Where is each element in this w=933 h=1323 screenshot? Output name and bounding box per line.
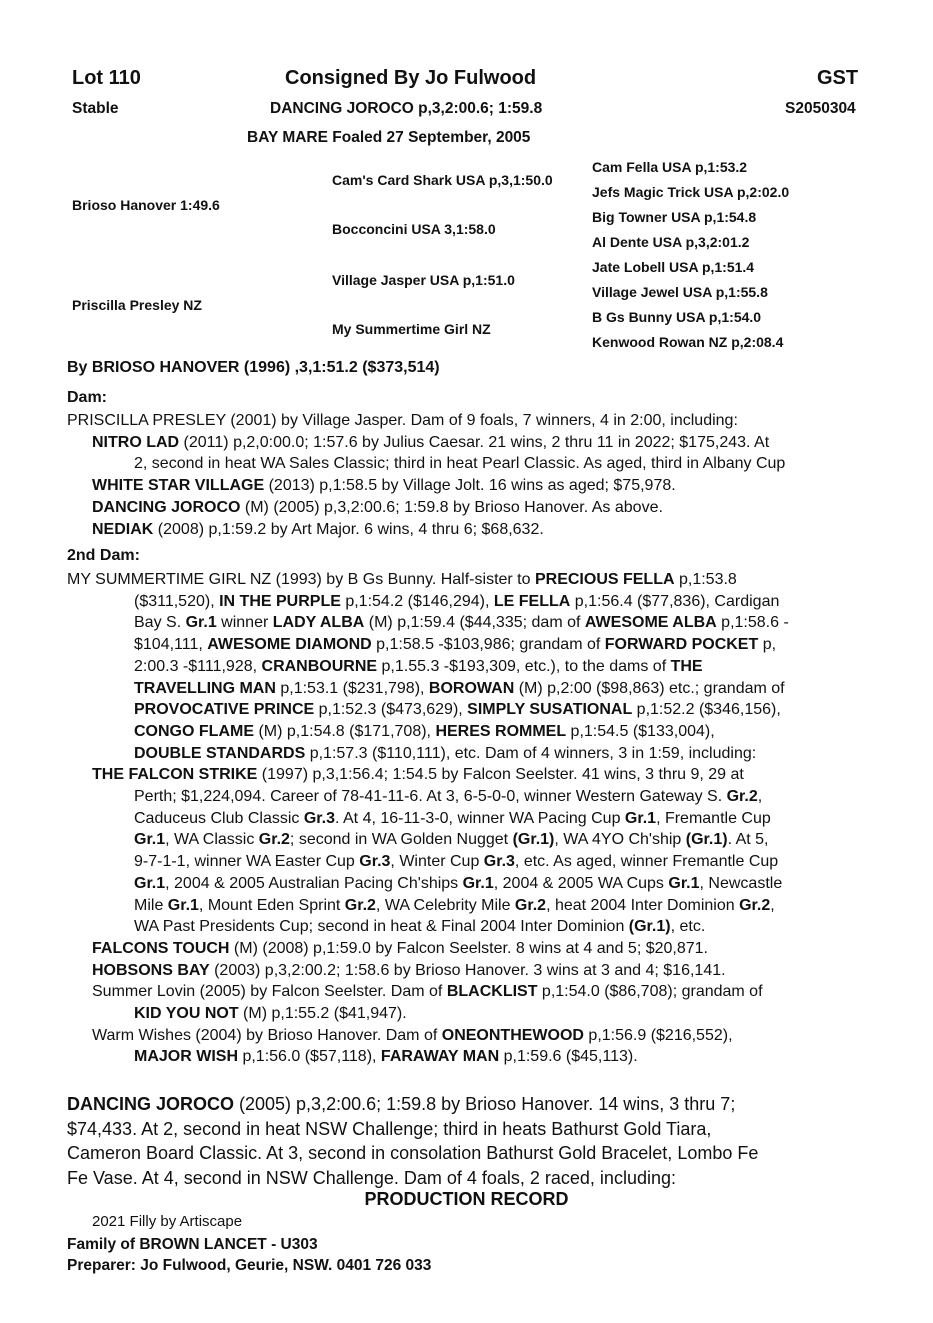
preparer-line: Preparer: Jo Fulwood, Geurie, NSW. 0401 726 033 — [67, 1257, 432, 1274]
progeny-entry-cont: KID YOU NOT (M) p,1:55.2 ($41,947). — [134, 1005, 407, 1023]
pedigree-sire: Brioso Hanover 1:49.6 — [72, 197, 220, 213]
second-dam-line: ($311,520), IN THE PURPLE p,1:54.2 ($146,294), LE FELLA p,1:56.4 ($77,836), Cardigan — [134, 592, 780, 610]
progeny-entry: DANCING JOROCO (M) (2005) p,3,2:00.6; 1:59.8 by Brioso Hanover. As above. — [92, 498, 663, 516]
horse-description: BAY MARE Foaled 27 September, 2005 — [247, 129, 531, 146]
summary-horse-name: DANCING JOROCO — [67, 1094, 235, 1114]
pedigree-gen3-item: Al Dente USA p,3,2:01.2 — [592, 234, 750, 250]
progeny-entry-cont: Caduceus Club Classic Gr.3. At 4, 16-11-3-0, winner WA Pacing Cup Gr.1, Fremantle Cup — [134, 809, 771, 827]
sire-summary: By BRIOSO HANOVER (1996) ,3,1:51.2 ($373,514) — [67, 359, 440, 376]
progeny-entry: Warm Wishes (2004) by Brioso Hanover. Dam of ONEONTHEWOOD p,1:56.9 ($216,552), — [92, 1026, 733, 1044]
progeny-entry-cont: Gr.1, WA Classic Gr.2; second in WA Golden Nugget (Gr.1), WA 4YO Ch'ship (Gr.1). At 5, — [134, 831, 769, 849]
progeny-entry-cont: 2, second in heat WA Sales Classic; third in heat Pearl Classic. As aged, third in Albany Cup — [134, 455, 786, 473]
dam-section — [67, 410, 867, 540]
lot-number: Lot 110 — [72, 67, 141, 89]
pedigree-gen3-item: Jate Lobell USA p,1:51.4 — [592, 259, 755, 275]
second-dam-heading: 2nd Dam: — [67, 547, 140, 564]
production-entry: 2021 Filly by Artiscape — [92, 1213, 243, 1230]
production-record-heading: PRODUCTION RECORD — [364, 1189, 569, 1209]
consignor: Consigned By Jo Fulwood — [285, 67, 537, 89]
pedigree-gen3-item: Jefs Magic Trick USA p,2:02.0 — [592, 184, 790, 200]
second-dam-line: CONGO FLAME (M) p,1:54.8 ($171,708), HERES ROMMEL p,1:54.5 ($133,004), — [134, 722, 715, 740]
progeny-entry: NEDIAK (2008) p,1:59.2 by Art Major. 6 wins, 4 thru 6; $68,632. — [92, 520, 544, 538]
pedigree-gen3-item: B Gs Bunny USA p,1:54.0 — [592, 309, 762, 325]
second-dam-line: DOUBLE STANDARDS p,1:57.3 ($110,111), etc. Dam of 4 winners, 3 in 1:59, including: — [134, 744, 757, 762]
progeny-name: WHITE STAR VILLAGE — [92, 477, 265, 495]
second-dam-line: $104,111, AWESOME DIAMOND p,1:58.5 -$103,986; grandam of FORWARD POCKET p, — [134, 636, 777, 654]
pedigree-sire-sire: Cam's Card Shark USA p,3,1:50.0 — [332, 172, 553, 188]
family-line: Family of BROWN LANCET - U303 — [67, 1236, 318, 1253]
progeny-name: HOBSONS BAY — [92, 961, 210, 979]
progeny-entry-cont: Gr.1, 2004 & 2005 Australian Pacing Ch'ships Gr.1, 2004 & 2005 WA Cups Gr.1, Newcastle — [134, 874, 783, 892]
progeny-entry-cont: 9-7-1-1, winner WA Easter Cup Gr.3, Winter Cup Gr.3, etc. As aged, winner Fremantle Cup — [134, 853, 779, 871]
progeny-entry: FALCONS TOUCH (M) (2008) p,1:59.0 by Falcon Seelster. 8 wins at 4 and 5; $20,871. — [92, 939, 708, 957]
progeny-entry: HOBSONS BAY (2003) p,3,2:00.2; 1:58.6 by Brioso Hanover. 3 wins at 3 and 4; $16,141. — [92, 961, 726, 979]
dam-heading: Dam: — [67, 389, 108, 406]
progeny-entry: Summer Lovin (2005) by Falcon Seelster. Dam of BLACKLIST p,1:54.0 ($86,708); grandam of — [92, 983, 763, 1001]
progeny-entry-cont: Perth; $1,224,094. Career of 78-41-11-6. At 3, 6-5-0-0, winner Western Gateway S. Gr.2, — [134, 788, 763, 806]
gst-label: GST — [817, 67, 859, 89]
horse-title: DANCING JOROCO p,3,2:00.6; 1:59.8 — [270, 100, 543, 117]
pedigree-sire-dam: Bocconcini USA 3,1:58.0 — [332, 221, 496, 237]
second-dam-line: 2:00.3 -$111,928, CRANBOURNE p,1.55.3 -$193,309, etc.), to the dams of THE — [134, 657, 703, 675]
pedigree-gen3-item: Kenwood Rowan NZ p,2:08.4 — [592, 334, 784, 350]
pedigree-gen3-item: Village Jewel USA p,1:55.8 — [592, 284, 768, 300]
progeny-entry-cont: WA Past Presidents Cup; second in heat & Final 2004 Inter Dominion (Gr.1), etc. — [134, 918, 706, 936]
progeny-name: DANCING JOROCO — [92, 498, 241, 516]
second-dam-section — [67, 569, 867, 1068]
second-dam-line: PROVOCATIVE PRINCE p,1:52.3 ($473,629), SIMPLY SUSATIONAL p,1:52.2 ($346,156), — [134, 701, 781, 719]
dam-intro: PRISCILLA PRESLEY (2001) by Village Jasper. Dam of 9 foals, 7 winners, 4 in 2:00, including: — [67, 412, 738, 429]
progeny-entry-cont: Mile Gr.1, Mount Eden Sprint Gr.2, WA Celebrity Mile Gr.2, heat 2004 Inter Dominion Gr.2, — [134, 896, 775, 914]
progeny-name: THE FALCON STRIKE — [92, 766, 258, 784]
pedigree-dam-dam: My Summertime Girl NZ — [332, 321, 491, 337]
progeny-entry: WHITE STAR VILLAGE (2013) p,1:58.5 by Village Jolt. 16 wins as aged; $75,978. — [92, 477, 676, 495]
progeny-name: NITRO LAD — [92, 433, 180, 451]
reference-code: S2050304 — [785, 100, 856, 117]
stable-label: Stable — [72, 100, 119, 117]
second-dam-line: MY SUMMERTIME GIRL NZ (1993) by B Gs Bunny. Half-sister to PRECIOUS FELLA p,1:53.8 — [67, 571, 737, 588]
pedigree-gen3-item: Cam Fella USA p,1:53.2 — [592, 159, 748, 175]
progeny-entry: NITRO LAD (2011) p,2,0:00.0; 1:57.6 by Julius Caesar. 21 wins, 2 thru 11 in 2022; $175,243. At — [92, 433, 770, 451]
second-dam-line: TRAVELLING MAN p,1:53.1 ($231,798), BOROWAN (M) p,2:00 ($98,863) etc.; grandam of — [134, 679, 785, 697]
horse-summary: DANCING JOROCO (2005) p,3,2:00.6; 1:59.8 by Brioso Hanover. 14 wins, 3 thru 7; $74,433. At 2, second in heat NSW Challenge; third in heats Bathurst Gold Tiara, Cameron Board Classic. At 3, second in consolation Bathurst Gold Bracelet, Lombo Fe Fe Vase. At 4, second in NSW Challenge. Dam of 4 foals, 2 raced, including: — [67, 1094, 759, 1188]
pedigree-dam: Priscilla Presley NZ — [72, 297, 202, 313]
pedigree-dam-sire: Village Jasper USA p,1:51.0 — [332, 272, 515, 288]
progeny-entry-cont: MAJOR WISH p,1:56.0 ($57,118), FARAWAY MAN p,1:59.6 ($45,113). — [134, 1048, 638, 1066]
pedigree-gen3-item: Big Towner USA p,1:54.8 — [592, 209, 757, 225]
progeny-entry: THE FALCON STRIKE (1997) p,3,1:56.4; 1:54.5 by Falcon Seelster. 41 wins, 3 thru 9, 29 at — [92, 766, 744, 784]
second-dam-line: Bay S. Gr.1 winner LADY ALBA (M) p,1:59.4 ($44,335; dam of AWESOME ALBA p,1:58.6 - — [134, 614, 789, 632]
progeny-name: FALCONS TOUCH — [92, 939, 230, 957]
progeny-name: NEDIAK — [92, 520, 154, 538]
